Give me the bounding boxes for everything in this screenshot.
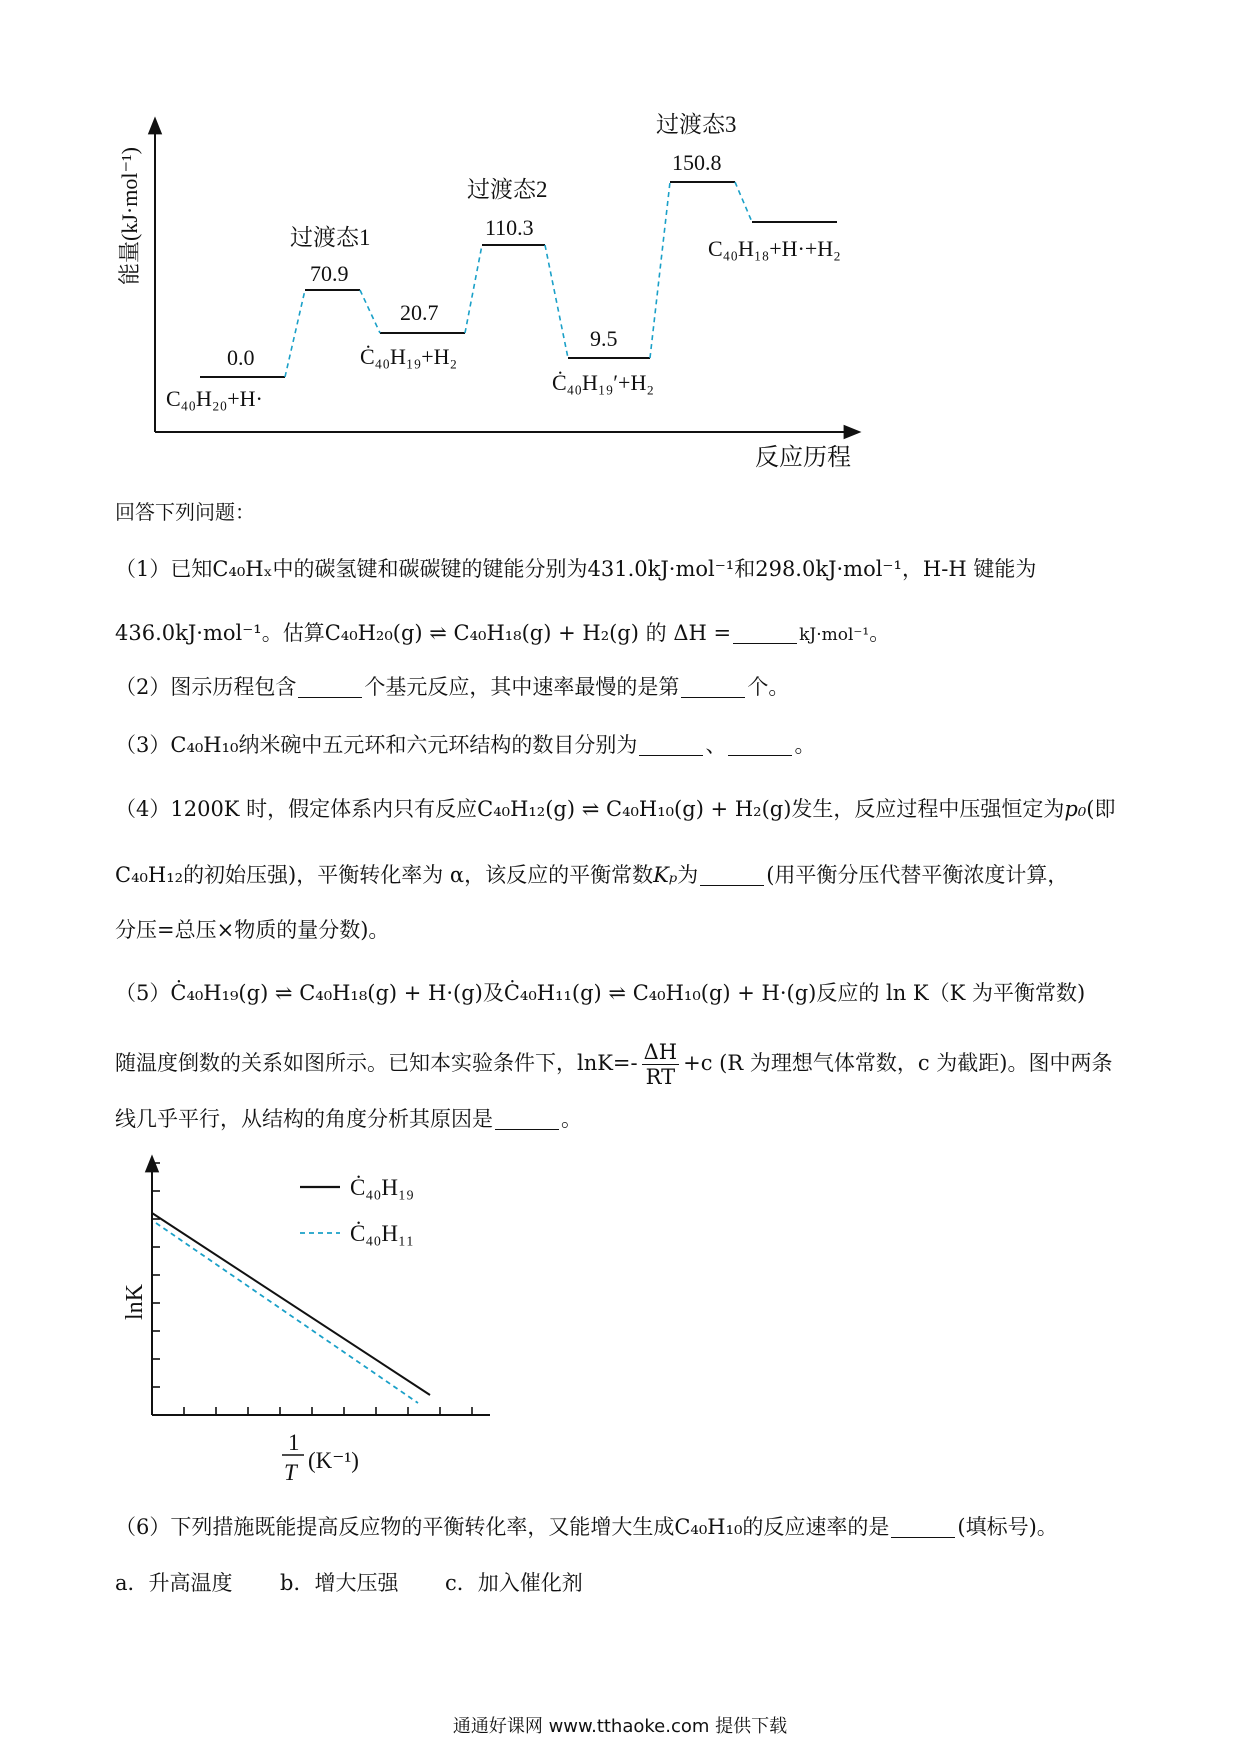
q6-text: (填标号)。: [957, 1515, 1058, 1539]
species-label: Ċ₄₀H₁₉+H₂: [360, 344, 458, 369]
answer-blank[interactable]: [298, 677, 362, 698]
q1-text: 。: [869, 621, 891, 645]
option-c: c．加入催化剂: [445, 1571, 583, 1595]
answer-blank[interactable]: [639, 735, 703, 756]
lnk-vs-inverse-t-chart: [100, 1140, 520, 1500]
y-axis-label: 能量(kJ·mol⁻¹): [117, 147, 142, 285]
x-axis-label: 反应历程: [755, 445, 851, 471]
q4-text: （4）1200K 时，假定体系内只有反应: [115, 797, 478, 821]
q1-reaction: C₄₀H₂₀(g) ⇌ C₄₀H₁₈(g) + H₂(g): [324, 621, 639, 645]
question-3: [115, 730, 815, 760]
ts-label: 过渡态3: [656, 112, 737, 137]
connector: [285, 290, 305, 377]
q5-text: +c (R 为理想气体常数，c 为截距)。图中两条: [683, 1051, 1113, 1075]
species-label: C₄₀H₁₈+H·+H₂: [708, 236, 841, 261]
series-line-c40h11: [156, 1223, 418, 1403]
q5-text: 线几乎平行，从结构的角度分析其原因是: [115, 1107, 493, 1131]
q5-text: 反应的 ln K（K 为平衡常数): [816, 981, 1086, 1005]
q1-text: 的 ΔH =: [645, 621, 732, 645]
q1-text: ，H-H 键能为: [901, 557, 1037, 581]
q4-formula: C₄₀H₁₂: [115, 863, 184, 887]
q5-text: 随温度倒数的关系如图所示。已知本实验条件下，lnK=-: [115, 1051, 638, 1075]
q3-text: 纳米碗中五元环和六元环结构的数目分别为: [238, 733, 638, 757]
level-value: 150.8: [672, 150, 722, 175]
question-4-line1: [115, 794, 1115, 824]
q3-text: 。: [794, 733, 816, 757]
level-value: 70.9: [310, 261, 349, 286]
q4-p0: p₀: [1064, 797, 1087, 821]
q4-text: (即: [1086, 797, 1116, 821]
q5-text: 。: [561, 1107, 582, 1131]
q3-text: （3）: [115, 733, 171, 757]
q1-text: 中的碳氢键和碳碳键的键能分别为: [272, 557, 588, 581]
connector: [545, 245, 568, 358]
answer-blank[interactable]: [495, 1109, 559, 1130]
q1-energy: 436.0kJ·mol⁻¹: [115, 621, 262, 645]
q2-text: 个基元反应，其中速率最慢的是第: [364, 675, 680, 699]
connector: [465, 245, 482, 333]
q1-energy: 431.0kJ·mol⁻¹: [587, 557, 735, 581]
ts-label: 过渡态2: [467, 177, 548, 202]
q3-formula: C₄₀H₁₀: [170, 733, 239, 757]
question-4-line3: [115, 915, 389, 945]
connector: [360, 290, 380, 333]
q4-text: 的初始压强)，平衡转化率为 α，该反应的平衡常数: [183, 863, 654, 887]
q6-formula: C₄₀H₁₀: [674, 1515, 743, 1539]
question-4-line2: [115, 860, 1068, 890]
question-6-options: [115, 1568, 583, 1598]
legend-label: Ċ₄₀H₁₁: [350, 1221, 415, 1246]
q1-text: 和: [734, 557, 756, 581]
answer-blank[interactable]: [891, 1517, 955, 1538]
legend-label: Ċ₄₀H₁₉: [350, 1175, 415, 1200]
question-5-line3: [115, 1104, 582, 1134]
q5-text: 及: [482, 981, 504, 1005]
answer-blank[interactable]: [681, 677, 745, 698]
x-axis-label-den: T: [284, 1460, 297, 1485]
question-1-line1: [115, 554, 1036, 584]
q4-text: 为: [677, 863, 699, 887]
q4-reaction: C₄₀H₁₂(g) ⇌ C₄₀H₁₀(g) + H₂(g): [477, 797, 792, 821]
q1-formula: C₄₀Hₓ: [212, 557, 273, 581]
x-axis-label-num: 1: [288, 1430, 300, 1455]
q5-fraction: [642, 1040, 679, 1089]
question-2: [115, 672, 789, 702]
level-value: 9.5: [590, 326, 618, 351]
q1-energy: 298.0kJ·mol⁻¹: [755, 557, 902, 581]
ts-label: 过渡态1: [290, 225, 371, 250]
q1-text: （1）已知: [115, 557, 213, 581]
answer-blank[interactable]: [700, 865, 764, 886]
answer-blank[interactable]: [728, 735, 792, 756]
q3-text: 、: [705, 733, 727, 757]
question-1-line2: [115, 618, 890, 650]
option-b: b．增大压强: [280, 1571, 399, 1595]
page-footer: 通通好课网 www.tthaoke.com 提供下载: [452, 1716, 788, 1737]
q4-text: 分压=总压×物质的量分数)。: [115, 918, 390, 942]
connector: [650, 182, 670, 358]
intro-text: 回答下列问题：: [115, 500, 255, 524]
q1-unit: kJ·mol⁻¹: [799, 625, 870, 645]
q6-text: 的反应速率的是: [742, 1515, 890, 1539]
q4-text: 发生，反应过程中压强恒定为: [791, 797, 1065, 821]
q5-frac-den: RT: [645, 1065, 676, 1089]
species-label: C₄₀H₂₀+H·: [166, 386, 263, 411]
q4-kp: Kₚ: [653, 863, 678, 887]
level-value: 110.3: [485, 215, 534, 240]
q5-reaction: Ċ₄₀H₁₉(g) ⇌ C₄₀H₁₈(g) + H·(g): [170, 981, 483, 1005]
q5-text: （5）: [115, 981, 171, 1005]
question-5-line1: [115, 978, 1085, 1008]
q5-frac-num: ΔH: [643, 1040, 678, 1064]
question-6: [115, 1512, 1058, 1542]
level-value: 0.0: [227, 345, 255, 370]
question-5-line2: [115, 1040, 1112, 1089]
q2-text: 个。: [747, 675, 790, 699]
y-axis-label: lnK: [122, 1284, 148, 1320]
option-a: a．升高温度: [115, 1571, 233, 1595]
answer-blank[interactable]: [733, 623, 797, 644]
q2-text: （2）图示历程包含: [115, 675, 297, 699]
q5-reaction: Ċ₄₀H₁₁(g) ⇌ C₄₀H₁₀(g) + H·(g): [503, 981, 817, 1005]
species-label: Ċ₄₀H₁₉′+H₂: [552, 370, 655, 395]
level-value: 20.7: [400, 300, 439, 325]
q6-text: （6）下列措施既能提高反应物的平衡转化率，又能增大生成: [115, 1515, 675, 1539]
q1-text: 。估算: [261, 621, 325, 645]
energy-profile-diagram: [0, 0, 1240, 480]
q4-text: (用平衡分压代替平衡浓度计算，: [766, 863, 1069, 887]
connector: [735, 182, 752, 222]
x-axis-label-unit: (K⁻¹): [308, 1448, 359, 1473]
